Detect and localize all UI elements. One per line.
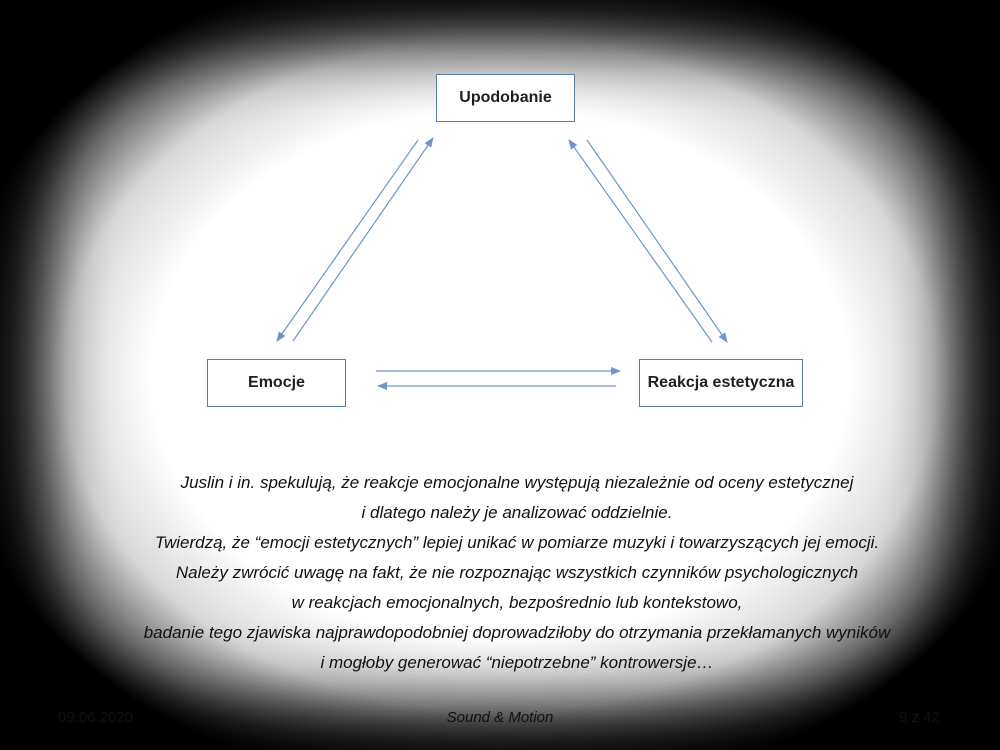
footer-date: 09.06.2020	[58, 709, 134, 726]
arrow-upodobanie-to-reakcja	[587, 140, 727, 342]
arrow-reakcja-to-upodobanie	[569, 140, 712, 342]
node-upodobanie-label: Upodobanie	[459, 89, 552, 106]
text-line: i dlatego należy je analizować oddzielnie.	[361, 503, 673, 522]
node-reakcja-estetyczna	[639, 359, 803, 407]
text-line: w reakcjach emocjonalnych, bezpośrednio lub kontekstowo,	[291, 593, 743, 612]
text-line: badanie tego zjawiska najprawdopodobniej doprowadziłoby do otrzymania przekłamanych wyników	[143, 623, 891, 642]
node-upodobanie	[436, 74, 575, 122]
node-emocje-label: Emocje	[248, 374, 305, 391]
footer-page-number: 9 z 42	[899, 709, 940, 726]
body-text	[60, 468, 974, 678]
footer-title: Sound & Motion	[446, 709, 554, 726]
arrow-emocje-to-upodobanie	[293, 138, 433, 341]
text-line: Należy zwrócić uwagę na fakt, że nie rozpoznając wszystkich czynników psychologicznych	[175, 563, 859, 582]
text-line: Twierdzą, że “emocji estetycznych” lepiej unikać w pomiarze muzyki i towarzyszących jej emocji.	[154, 533, 880, 552]
node-reakcja-estetyczna-label: Reakcja estetyczna	[647, 374, 795, 391]
node-emocje	[207, 359, 346, 407]
text-line: i mogłoby generować “niepotrzebne” kontrowersje…	[320, 653, 714, 672]
arrow-upodobanie-to-emocje	[277, 140, 418, 341]
text-line: Juslin i in. spekulują, że reakcje emocjonalne występują niezależnie od oceny estetycznej	[180, 473, 854, 492]
